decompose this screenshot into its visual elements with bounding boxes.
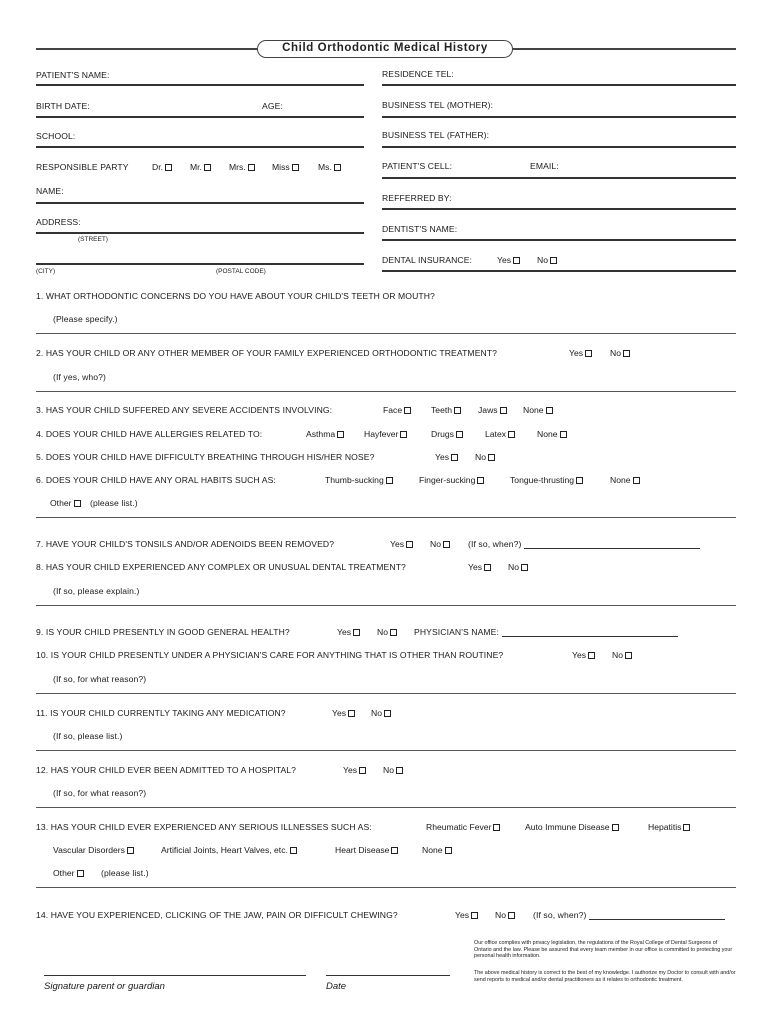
checkbox-icon [127,847,134,854]
q6-other-note: (please list.) [90,498,138,508]
checkbox-icon [451,454,458,461]
q2-yes-option[interactable]: Yes [569,348,592,358]
checkbox-icon [585,350,592,357]
checkbox-icon [348,710,355,717]
referred-by-field[interactable] [382,208,736,210]
checkbox-icon [406,541,413,548]
patient-name-label: PATIENT'S NAME: [36,70,110,80]
checkbox-icon [546,407,553,414]
title-option-mr[interactable]: Mr. [190,162,211,172]
question-11-note: (If so, please list.) [53,731,123,741]
q6-tongue-thrusting-option[interactable]: Tongue-thrusting [510,475,583,485]
residence-tel-label: RESIDENCE TEL: [382,69,454,79]
q14-no-option[interactable]: No [495,910,515,920]
question-12: 12. HAS YOUR CHILD EVER BEEN ADMITTED TO A HOSPITAL? [36,765,297,775]
checkbox-icon [625,652,632,659]
street-caption: (STREET) [78,236,108,243]
question-14: 14. HAVE YOU EXPERIENCED, CLICKING OF THE JAW, PAIN OR DIFFICULT CHEWING? [36,910,398,920]
checkbox-icon [443,541,450,548]
checkbox-icon [396,767,403,774]
question-11-answer-line[interactable] [36,750,736,751]
q14-when-blank[interactable] [589,912,725,920]
q13-none-option[interactable]: None [422,845,452,855]
page-title: Child Orthodontic Medical History [257,40,513,58]
q14-when-field[interactable]: (If so, when?) [533,910,725,920]
patient-cell-field[interactable] [382,177,736,179]
address-street-field[interactable] [36,232,364,234]
title-option-ms[interactable]: Ms. [318,162,341,172]
privacy-statement: Our office complies with privacy legislation, the regulations of the Royal College of Dental Surgeons of Ontario and the law. Please be assured that every team member in our office is committed to protecting your personal health information. [474,940,733,960]
q8-yes-option[interactable]: Yes [468,562,491,572]
checkbox-icon [391,847,398,854]
date-field[interactable] [326,975,450,976]
checkbox-icon [292,164,299,171]
q5-yes-option[interactable]: Yes [435,452,458,462]
q4-drugs-option[interactable]: Drugs [431,429,463,439]
checkbox-icon [576,477,583,484]
checkbox-icon [248,164,255,171]
checkbox-icon [683,824,690,831]
checkbox-icon [404,407,411,414]
patient-cell-label: PATIENT'S CELL: [382,161,453,171]
question-1-note: (Please specify.) [53,314,118,324]
birth-date-field[interactable] [36,116,364,118]
dental-insurance-field[interactable] [382,270,736,272]
title-option-mrs[interactable]: Mrs. [229,162,255,172]
q7-when-field[interactable]: (If so, when?) [468,539,700,549]
checkbox-icon [588,652,595,659]
checkbox-icon [633,477,640,484]
q10-no-option[interactable]: No [612,650,632,660]
name-label: NAME: [36,186,64,196]
q7-yes-option[interactable]: Yes [390,539,413,549]
address-city-field[interactable] [36,263,364,265]
q7-when-blank[interactable] [524,541,700,549]
question-1-answer-line[interactable] [36,333,736,334]
dentist-name-label: DENTIST'S NAME: [382,224,458,234]
q13-artificial-joints-option[interactable]: Artificial Joints, Heart Valves, etc. [161,845,297,855]
question-8-note: (If so, please explain.) [53,586,140,596]
dentist-name-field[interactable] [382,239,736,241]
checkbox-icon [445,847,452,854]
question-13: 13. HAS YOUR CHILD EVER EXPERIENCED ANY SERIOUS ILLNESSES SUCH AS: [36,822,372,832]
q13-other-option[interactable]: Other [53,868,84,878]
q6-none-option[interactable]: None [610,475,640,485]
birth-date-label: BIRTH DATE: [36,101,90,111]
email-label: EMAIL: [530,161,559,171]
checkbox-icon [500,407,507,414]
checkbox-icon [560,431,567,438]
checkbox-icon [290,847,297,854]
business-tel-mother-label: BUSINESS TEL (MOTHER): [382,100,494,110]
q12-yes-option[interactable]: Yes [343,765,366,775]
business-tel-father-label: BUSINESS TEL (FATHER): [382,130,490,140]
q2-no-option[interactable]: No [610,348,630,358]
question-12-note: (If so, for what reason?) [53,788,147,798]
question-12-answer-line[interactable] [36,807,736,808]
q6-thumb-sucking-option[interactable]: Thumb-sucking [325,475,393,485]
checkbox-icon [386,477,393,484]
question-8: 8. HAS YOUR CHILD EXPERIENCED ANY COMPLEX OR UNUSUAL DENTAL TREATMENT? [36,562,406,572]
patient-name-field[interactable] [36,84,364,86]
checkbox-icon [456,431,463,438]
q14-yes-option[interactable]: Yes [455,910,478,920]
q13-rheumatic-fever-option[interactable]: Rheumatic Fever [426,822,500,832]
q9-yes-option[interactable]: Yes [337,627,360,637]
checkbox-icon [77,870,84,877]
checkbox-icon [390,629,397,636]
q4-latex-option[interactable]: Latex [485,429,515,439]
question-5: 5. DOES YOUR CHILD HAVE DIFFICULTY BREATHING THROUGH HIS/HER NOSE? [36,452,375,462]
dental-insurance-label: DENTAL INSURANCE: [382,255,473,265]
q3-teeth-option[interactable]: Teeth [431,405,461,415]
checkbox-icon [550,257,557,264]
checkbox-icon [334,164,341,171]
age-label: AGE: [262,101,283,111]
q6-finger-sucking-option[interactable]: Finger-sucking [419,475,484,485]
checkbox-icon [400,431,407,438]
checkbox-icon [612,824,619,831]
checkbox-icon [477,477,484,484]
checkbox-icon [521,564,528,571]
q4-none-option[interactable]: None [537,429,567,439]
q11-yes-option[interactable]: Yes [332,708,355,718]
question-2: 2. HAS YOUR CHILD OR ANY OTHER MEMBER OF YOUR FAMILY EXPERIENCED ORTHODONTIC TREATMENT? [36,348,498,358]
question-8-answer-line[interactable] [36,605,736,606]
q3-jaws-option[interactable]: Jaws [478,405,507,415]
question-6: 6. DOES YOUR CHILD HAVE ANY ORAL HABITS SUCH AS: [36,475,276,485]
responsible-party-label: RESPONSIBLE PARTY [36,162,129,172]
checkbox-icon [384,710,391,717]
q8-no-option[interactable]: No [508,562,528,572]
question-10-answer-line[interactable] [36,693,736,694]
q5-no-option[interactable]: No [475,452,495,462]
referred-by-label: REFFERRED BY: [382,193,452,203]
school-field[interactable] [36,146,364,148]
checkbox-icon [165,164,172,171]
checkbox-icon [204,164,211,171]
q13-vascular-option[interactable]: Vascular Disorders [53,845,134,855]
q7-no-option[interactable]: No [430,539,450,549]
q13-hepatitis-option[interactable]: Hepatitis [648,822,690,832]
q10-yes-option[interactable]: Yes [572,650,595,660]
question-2-note: (If yes, who?) [53,372,106,382]
checkbox-icon [454,407,461,414]
checkbox-icon [484,564,491,571]
residence-tel-field[interactable] [382,84,736,86]
question-4: 4. DOES YOUR CHILD HAVE ALLERGIES RELATED TO: [36,429,263,439]
checkbox-icon [471,912,478,919]
date-caption: Date [326,981,347,992]
dental-insurance-yes[interactable]: Yes [497,255,520,265]
checkbox-icon [74,500,81,507]
checkbox-icon [508,431,515,438]
q3-none-option[interactable]: None [523,405,553,415]
question-2-answer-line[interactable] [36,391,736,392]
question-9: 9. IS YOUR CHILD PRESENTLY IN GOOD GENERAL HEALTH? [36,627,290,637]
q11-no-option[interactable]: No [371,708,391,718]
consent-statement: The above medical history is correct to the best of my knowledge. I authorize my Doctor to consult with and/or send reports to medical and/or dental practitioners as it relates to orthodontic treatment. [474,970,736,983]
checkbox-icon [508,912,515,919]
signature-caption: Signature parent or guardian [44,981,165,992]
title-option-dr[interactable]: Dr. [152,162,172,172]
question-7: 7. HAVE YOUR CHILD'S TONSILS AND/OR ADENOIDS BEEN REMOVED? [36,539,335,549]
signature-field[interactable] [44,975,306,976]
title-option-miss[interactable]: Miss [272,162,299,172]
question-10: 10. IS YOUR CHILD PRESENTLY UNDER A PHYSICIAN'S CARE FOR ANYTHING THAT IS OTHER THAN ROUTINE? [36,650,504,660]
q13-other-note: (please list.) [101,868,149,878]
q4-asthma-option[interactable]: Asthma [306,429,344,439]
dental-insurance-no[interactable]: No [537,255,557,265]
question-13-answer-line[interactable] [36,887,736,888]
question-6-answer-line[interactable] [36,517,736,518]
business-tel-father-field[interactable] [382,146,736,148]
name-field[interactable] [36,202,364,204]
q13-heart-disease-option[interactable]: Heart Disease [335,845,398,855]
q12-no-option[interactable]: No [383,765,403,775]
postal-code-caption: (POSTAL CODE) [216,268,266,275]
q3-face-option[interactable]: Face [383,405,411,415]
checkbox-icon [337,431,344,438]
q9-no-option[interactable]: No [377,627,397,637]
checkbox-icon [493,824,500,831]
school-label: SCHOOL: [36,131,76,141]
checkbox-icon [359,767,366,774]
q9-physician-blank[interactable] [502,629,678,637]
address-label: ADDRESS: [36,217,81,227]
business-tel-mother-field[interactable] [382,116,736,118]
q6-other-option[interactable]: Other [50,498,81,508]
checkbox-icon [353,629,360,636]
q13-auto-immune-option[interactable]: Auto Immune Disease [525,822,619,832]
question-10-note: (If so, for what reason?) [53,674,147,684]
question-1: 1. WHAT ORTHODONTIC CONCERNS DO YOU HAVE ABOUT YOUR CHILD'S TEETH OR MOUTH? [36,291,435,301]
checkbox-icon [623,350,630,357]
question-11: 11. IS YOUR CHILD CURRENTLY TAKING ANY MEDICATION? [36,708,286,718]
city-caption: (CITY) [36,268,56,275]
checkbox-icon [513,257,520,264]
question-3: 3. HAS YOUR CHILD SUFFERED ANY SEVERE ACCIDENTS INVOLVING: [36,405,333,415]
q4-hayfever-option[interactable]: Hayfever [364,429,407,439]
checkbox-icon [488,454,495,461]
q9-physician-field[interactable]: PHYSICIAN'S NAME: [414,627,678,637]
title-bar [36,40,736,58]
